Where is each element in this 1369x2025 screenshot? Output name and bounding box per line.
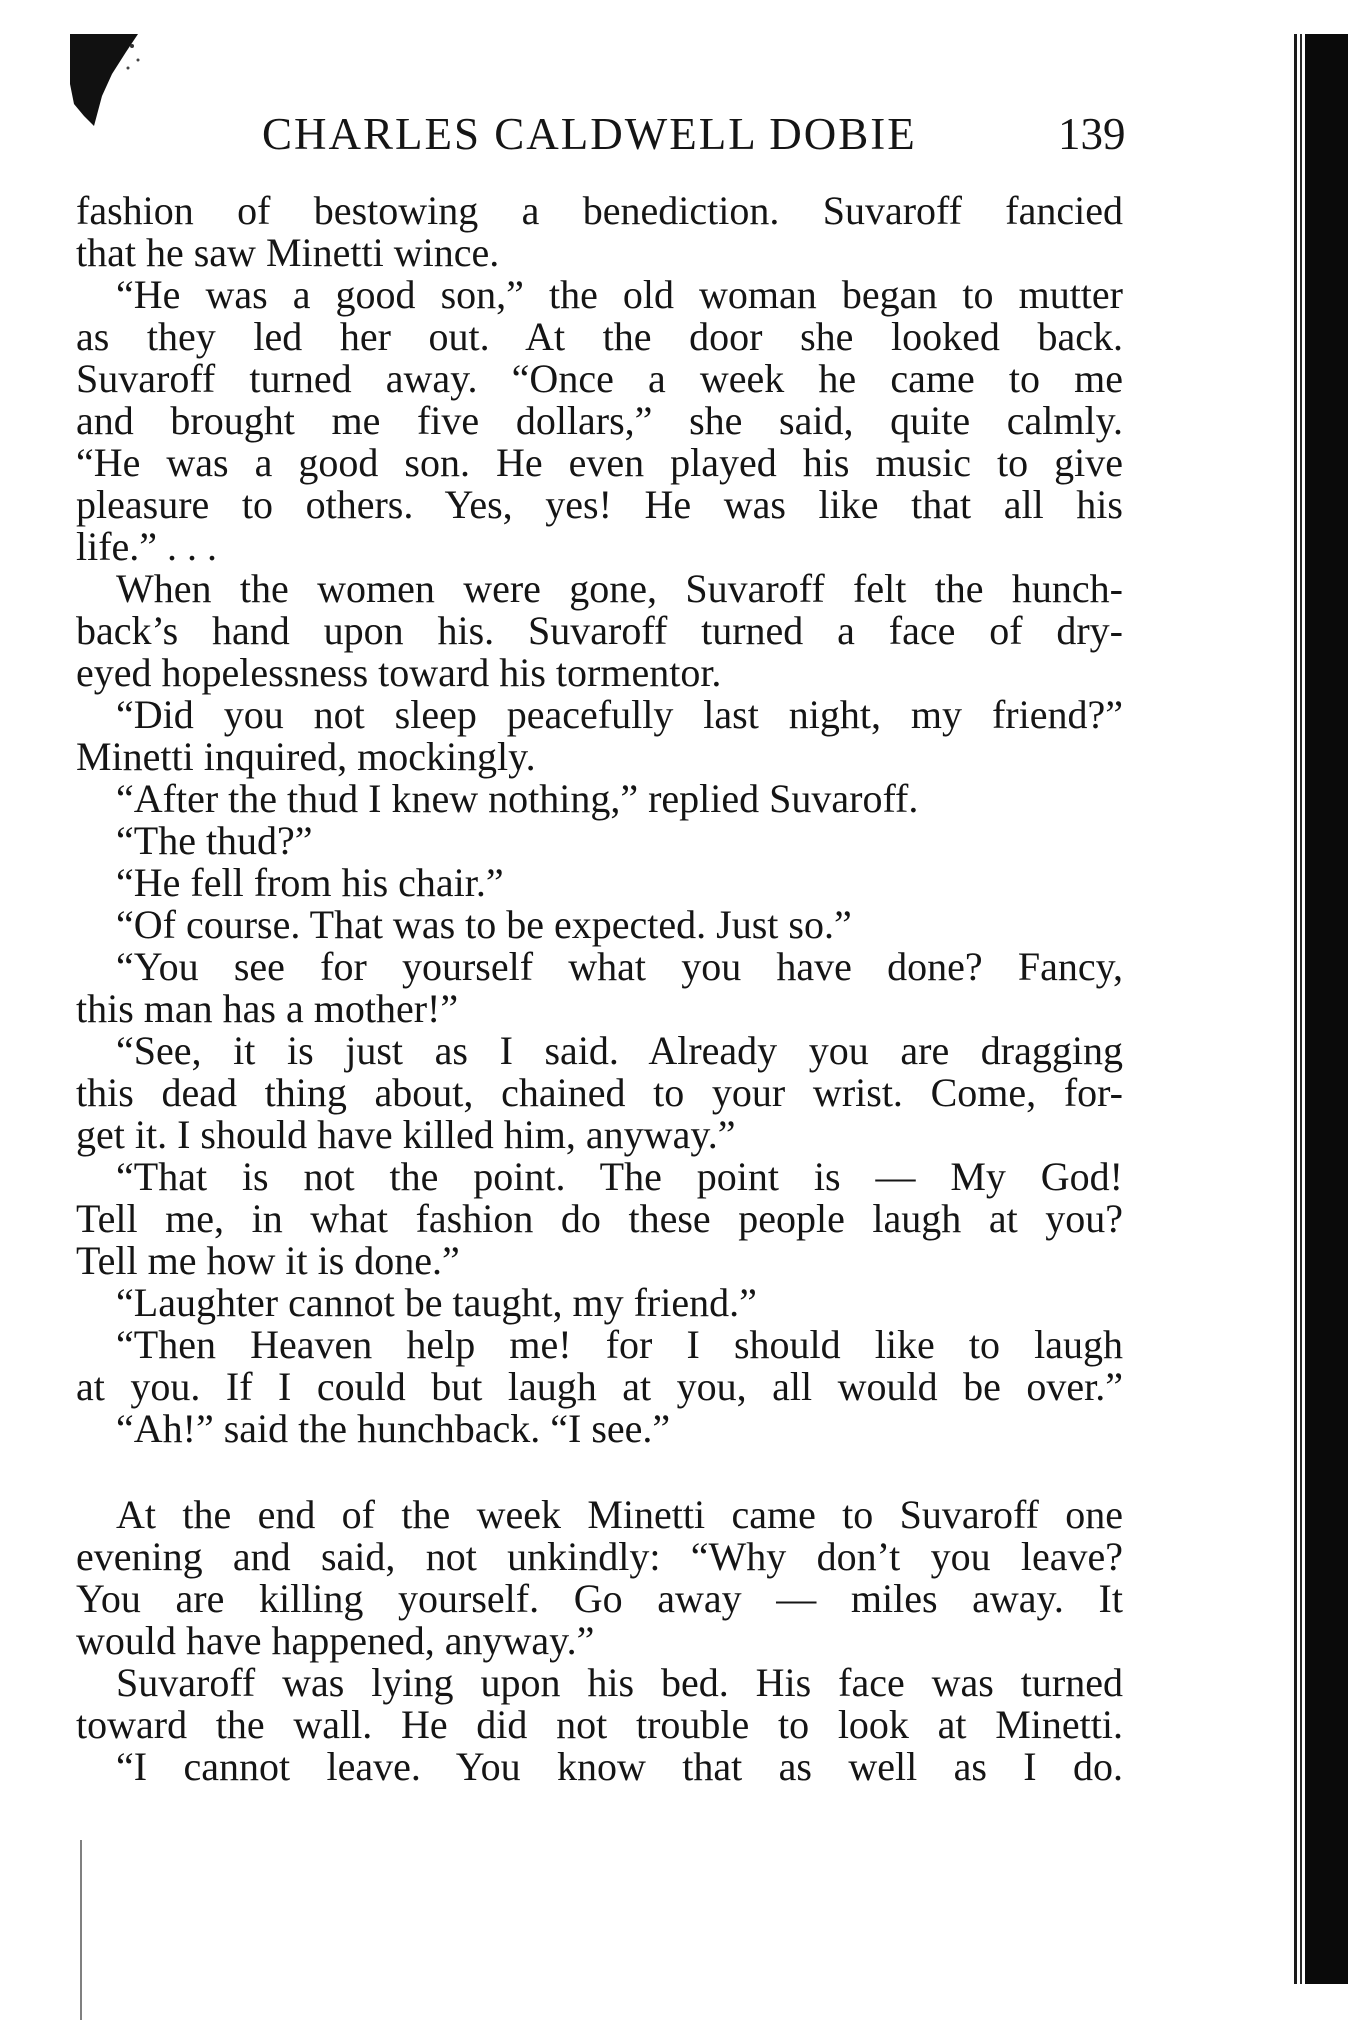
text-line: “Ah!” said the hunchback. “I see.”: [116, 1406, 671, 1451]
text-line: “Did you not sleep peacefully last night, my friend?”: [116, 692, 1123, 737]
text-line: would have happened, anyway.”: [76, 1618, 595, 1663]
text-line: life.” . . .: [76, 524, 218, 569]
text-line: “After the thud I knew nothing,” replied Suvaroff.: [116, 776, 919, 821]
text-line: “Laughter cannot be taught, my friend.”: [116, 1280, 757, 1325]
text-line: “I cannot leave. You know that as well as I do.: [116, 1744, 1123, 1789]
text-line: back’s hand upon his. Suvaroff turned a face of dry-: [76, 608, 1123, 653]
text-line: “That is not the point. The point is — My God!: [116, 1154, 1123, 1199]
text-line: and brought me five dollars,” she said, quite calmly.: [76, 398, 1123, 443]
margin-scratch: [80, 1840, 88, 2020]
text-line: “Then Heaven help me! for I should like to laugh: [116, 1322, 1123, 1367]
text-line: You are killing yourself. Go away — miles away. It: [76, 1576, 1123, 1621]
text-line: “He was a good son,” the old woman began to mutter: [116, 272, 1123, 317]
running-head: CHARLES CALDWELL DOBIE: [262, 109, 917, 159]
text-line: Suvaroff was lying upon his bed. His face was turned: [116, 1660, 1123, 1705]
text-line: that he saw Minetti wince.: [76, 230, 500, 275]
text-line: Suvaroff turned away. “Once a week he came to me: [76, 356, 1123, 401]
page-number: 139: [1058, 109, 1126, 159]
text-line: When the women were gone, Suvaroff felt the hunch-: [116, 566, 1123, 611]
text-line: Minetti inquired, mockingly.: [76, 734, 536, 779]
text-line: this man has a mother!”: [76, 986, 459, 1031]
text-line: toward the wall. He did not trouble to look at Minetti.: [76, 1702, 1123, 1747]
text-line: “See, it is just as I said. Already you are dragging: [116, 1028, 1123, 1073]
text-line: “Of course. That was to be expected. Just so.”: [116, 902, 852, 947]
text-line: Tell me, in what fashion do these people laugh at you?: [76, 1196, 1123, 1241]
binding-edge: [1288, 34, 1348, 1984]
text-line: “The thud?”: [116, 818, 313, 863]
text-line: get it. I should have killed him, anyway.”: [76, 1112, 736, 1157]
text-line: At the end of the week Minetti came to Suvaroff one: [116, 1492, 1123, 1537]
text-line: at you. If I could but laugh at you, all would be over.”: [76, 1364, 1123, 1409]
text-line: “You see for yourself what you have done? Fancy,: [116, 944, 1123, 989]
text-line: evening and said, not unkindly: “Why don’t you leave?: [76, 1534, 1123, 1579]
text-line: as they led her out. At the door she looked back.: [76, 314, 1123, 359]
text-line: “He fell from his chair.”: [116, 860, 504, 905]
text-line: this dead thing about, chained to your wrist. Come, for-: [76, 1070, 1123, 1115]
page-header: [0, 108, 1369, 168]
text-line: “He was a good son. He even played his music to give: [76, 440, 1123, 485]
text-line: eyed hopelessness toward his tormentor.: [76, 650, 722, 695]
text-line: Tell me how it is done.”: [76, 1238, 460, 1283]
text-line: pleasure to others. Yes, yes! He was like that all his: [76, 482, 1123, 527]
text-line: fashion of bestowing a benediction. Suvaroff fancied: [76, 188, 1123, 233]
